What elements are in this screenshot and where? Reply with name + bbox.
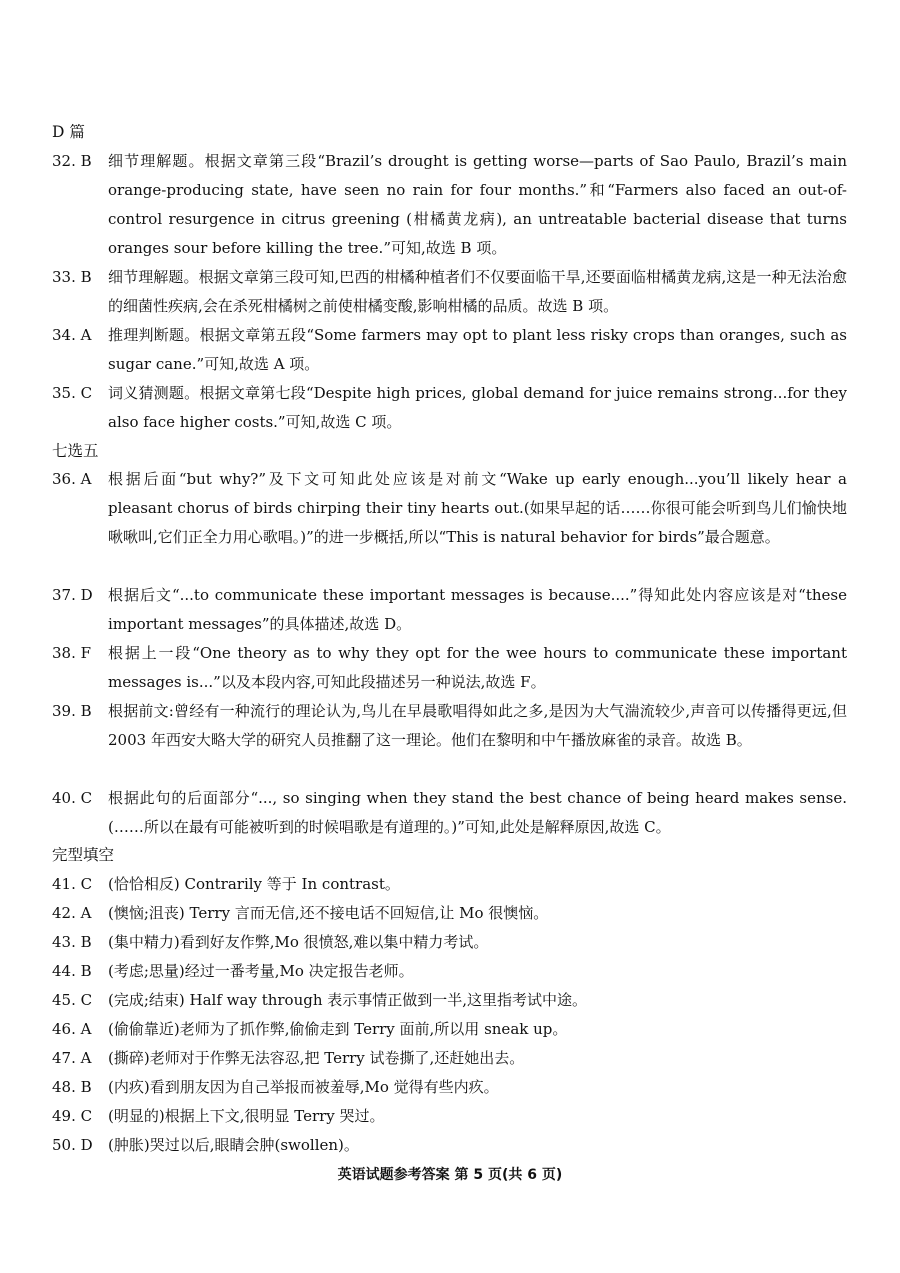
answer-item-48 [52, 1073, 847, 1102]
answer-explanation: (肿胀)哭过以后,眼睛会肿(swollen)。 [108, 1136, 359, 1154]
answer-number: 32. B [52, 152, 92, 170]
answer-item-41 [52, 870, 847, 899]
answer-number: 39. B [52, 702, 92, 720]
answer-number: 48. B [52, 1078, 92, 1096]
answer-explanation: 细节理解题。根据文章第三段“Brazil’s drought is getting worse—parts of Sao Paulo, Brazil’s main orange-producing state, have seen no rain for four months.”和“Farmers also faced an out-of-control resurgence in citrus greening (柑橘黄龙病), an untreatable bacterial disease that turns oranges sour before killing the tree.”可知,故选 B 项。 [108, 152, 847, 257]
section-heading-cloze: 完型填空 [52, 846, 115, 864]
answer-explanation: 根据此句的后面部分“..., so singing when they stand the best chance of being heard makes sense.(……所以在最有可能被听到的时候唱歌是有道理的。)”可知,此处是解释原因,故选 C。 [108, 789, 847, 836]
answer-number: 44. B [52, 962, 92, 980]
answer-number: 36. A [52, 470, 92, 488]
answer-item-42 [52, 899, 847, 928]
answer-number: 35. C [52, 384, 93, 402]
section-heading-qixuanwu: 七选五 [52, 442, 99, 460]
answer-item-49 [52, 1102, 847, 1131]
answer-number: 49. C [52, 1107, 93, 1125]
answer-explanation: (恰恰相反) Contrarily 等于 In contrast。 [108, 875, 400, 893]
answer-number: 43. B [52, 933, 92, 951]
answer-explanation: 根据后文“...to communicate these important messages is because....”得知此处内容应该是对“these important messages”的具体描述,故选 D。 [108, 586, 847, 633]
answer-number: 41. C [52, 875, 93, 893]
answer-explanation: (撕碎)老师对于作弊无法容忍,把 Terry 试卷撕了,还赶她出去。 [108, 1049, 525, 1067]
answer-item-47 [52, 1044, 847, 1073]
answer-item-46 [52, 1015, 847, 1044]
answer-number: 38. F [52, 644, 92, 662]
answer-explanation: 词义猜测题。根据文章第七段“Despite high prices, global demand for juice remains strong...for they also face higher costs.”可知,故选 C 项。 [108, 384, 847, 431]
answer-explanation: 根据前文:曾经有一种流行的理论认为,鸟儿在早晨歌唱得如此之多,是因为大气湍流较少,声音可以传播得更远,但 2003 年西安大略大学的研究人员推翻了这一理论。他们在黎明和中午播放麻雀的录音。故选 B。 [108, 702, 847, 749]
page-footer: 英语试题参考答案 第 5 页(共 6 页) [337, 1167, 563, 1183]
answer-number: 45. C [52, 991, 93, 1009]
answer-item-36 [52, 465, 847, 552]
answer-explanation: (集中精力)看到好友作弊,Mo 很愤怒,难以集中精力考试。 [108, 933, 489, 951]
answer-number: 37. D [52, 586, 93, 604]
answer-explanation: 根据后面“but why?”及下文可知此处应该是对前文“Wake up early enough...you’ll likely hear a pleasant chorus of birds chirping their tiny hearts out.(如果早起的话……你很可能会听到鸟儿们愉快地啾啾叫,它们正全力用心歌唱。)”的进一步概括,所以“This is natural behavior for birds”最合题意。 [108, 470, 847, 546]
section-heading-d: D 篇 [52, 123, 85, 141]
answer-explanation: (考虑;思量)经过一番考量,Mo 决定报告老师。 [108, 962, 414, 980]
answer-explanation: (完成;结束) Half way through 表示事情正做到一半,这里指考试中途。 [108, 991, 588, 1009]
answer-explanation: 根据上一段“One theory as to why they opt for the wee hours to communicate these important messages is...”以及本段内容,可知此段描述另一种说法,故选 F。 [108, 644, 847, 691]
answer-item-43 [52, 928, 847, 957]
answer-explanation: 推理判断题。根据文章第五段“Some farmers may opt to plant less risky crops than oranges, such as sugar cane.”可知,故选 A 项。 [108, 326, 847, 373]
answer-explanation: (内疚)看到朋友因为自己举报而被羞辱,Mo 觉得有些内疚。 [108, 1078, 499, 1096]
answer-number: 46. A [52, 1020, 92, 1038]
answer-item-34 [52, 321, 847, 379]
answer-number: 40. C [52, 789, 93, 807]
answer-explanation: (偷偷靠近)老师为了抓作弊,偷偷走到 Terry 面前,所以用 sneak up。 [108, 1020, 568, 1038]
answer-item-40 [52, 784, 847, 842]
answer-item-39 [52, 697, 847, 755]
answer-number: 50. D [52, 1136, 93, 1154]
answer-explanation: (懊恼;沮丧) Terry 言而无信,还不接电话不回短信,让 Mo 很懊恼。 [108, 904, 549, 922]
answer-explanation: (明显的)根据上下文,很明显 Terry 哭过。 [108, 1107, 385, 1125]
answer-item-45 [52, 986, 847, 1015]
answer-explanation: 细节理解题。根据文章第三段可知,巴西的柑橘种植者们不仅要面临干旱,还要面临柑橘黄龙病,这是一种无法治愈的细菌性疾病,会在杀死柑橘树之前使柑橘变酸,影响柑橘的品质。故选 B 项。 [108, 268, 847, 315]
answer-item-37 [52, 581, 847, 639]
answer-number: 47. A [52, 1049, 92, 1067]
answer-number: 34. A [52, 326, 92, 344]
answer-item-35 [52, 379, 847, 437]
answer-item-32 [52, 147, 847, 263]
answer-item-50 [52, 1131, 847, 1160]
answer-number: 42. A [52, 904, 92, 922]
answer-item-44 [52, 957, 847, 986]
answer-item-33 [52, 263, 847, 321]
answer-item-38 [52, 639, 847, 697]
answer-number: 33. B [52, 268, 92, 286]
